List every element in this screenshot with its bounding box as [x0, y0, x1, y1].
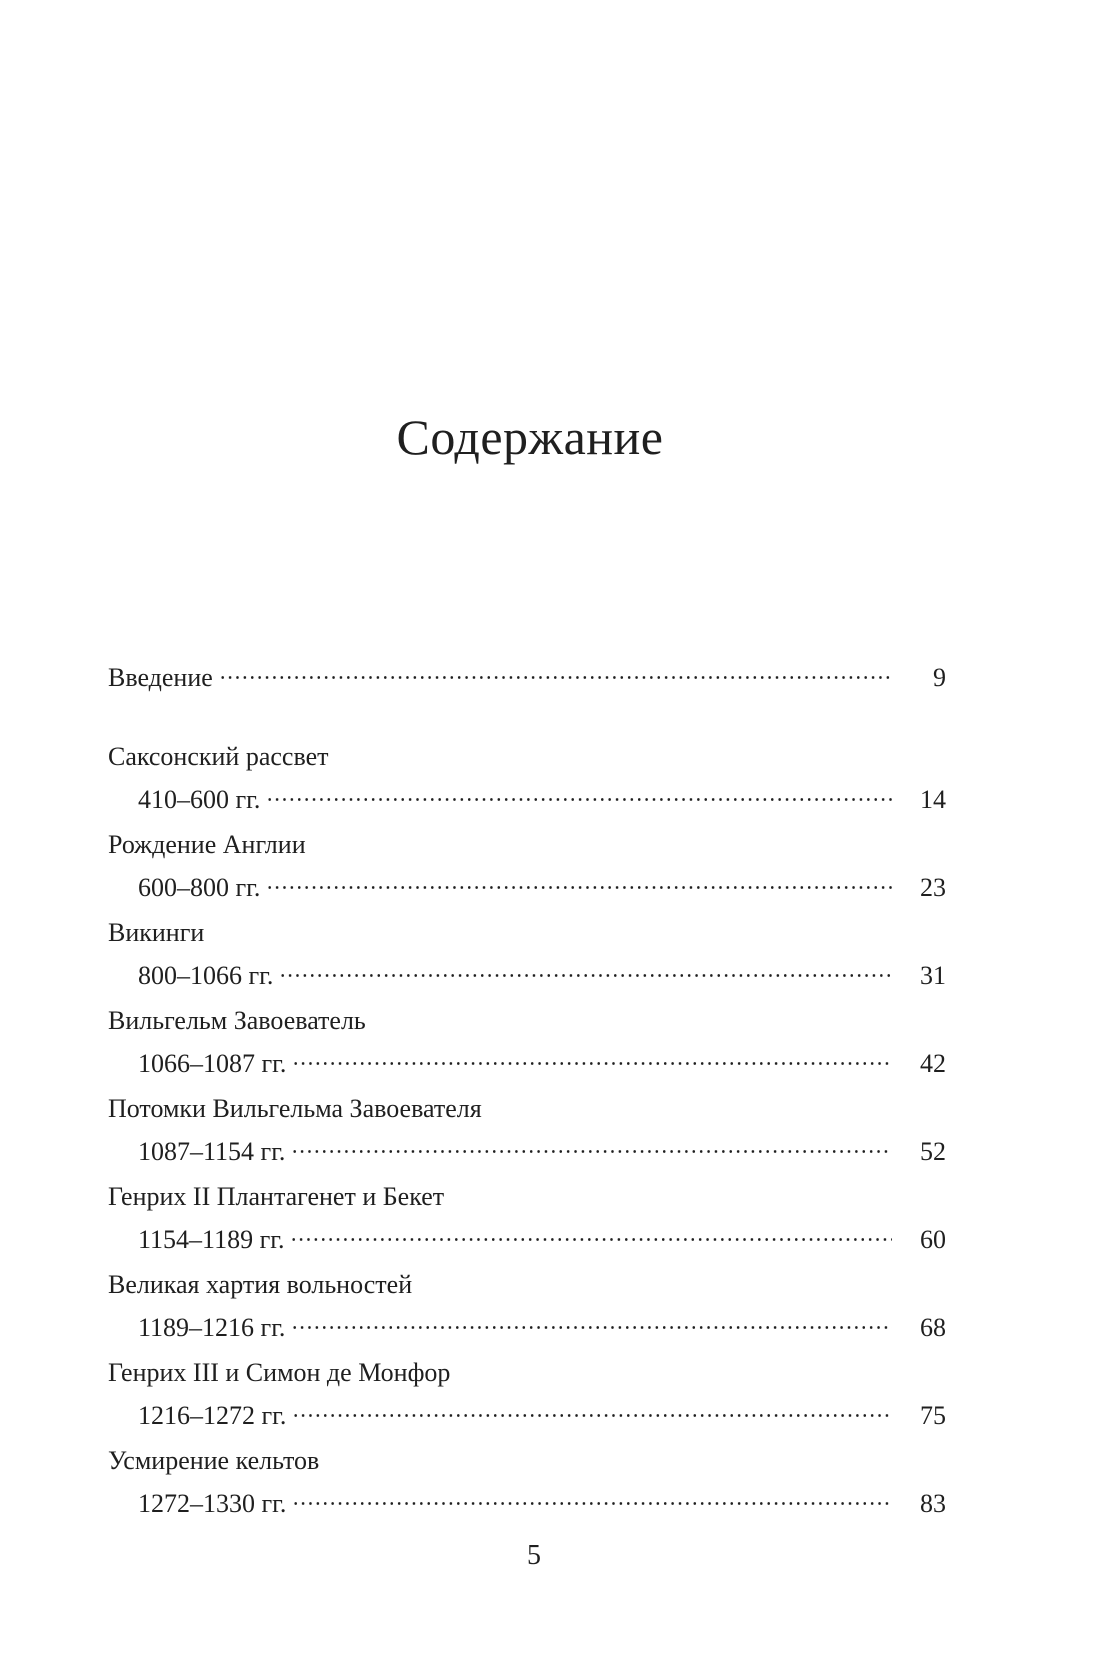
toc-entry-title: Великая хартия вольностей: [108, 1270, 413, 1299]
toc-entry[interactable]: [108, 916, 946, 1004]
toc-page-number: 60: [920, 1225, 946, 1254]
dot-leader: [266, 774, 892, 808]
toc-entry[interactable]: [108, 1444, 946, 1532]
toc-leader-line: [108, 774, 946, 814]
toc-entry[interactable]: [108, 740, 946, 828]
toc-entry[interactable]: [108, 1092, 946, 1180]
toc-leader-line: [108, 1478, 946, 1518]
dot-leader: [290, 1214, 892, 1248]
toc-entry-dates: 1154–1189 гг.: [138, 1225, 285, 1254]
toc-leader-line: [108, 950, 946, 990]
toc-page-number: 68: [920, 1313, 946, 1342]
toc-entry[interactable]: [108, 828, 946, 916]
toc-page-number: 23: [920, 873, 946, 902]
toc-entry[interactable]: [108, 1268, 946, 1356]
toc-entry-dates: 1189–1216 гг.: [138, 1313, 286, 1342]
toc-entry-title: Потомки Вильгельма Завоевателя: [108, 1094, 482, 1123]
toc-entry-dates: 1087–1154 гг.: [138, 1137, 286, 1166]
dot-leader: [292, 1390, 892, 1424]
toc-page-number: 9: [933, 663, 946, 692]
toc-entry-dates: 1066–1087 гг.: [138, 1049, 287, 1078]
toc-leader-line: [108, 1214, 946, 1254]
toc-entry-title: Усмирение кельтов: [108, 1446, 320, 1475]
toc-page-number: 42: [920, 1049, 946, 1078]
toc-entry-introduction[interactable]: [108, 652, 946, 740]
dot-leader: [266, 862, 892, 896]
toc-entry[interactable]: [108, 1180, 946, 1268]
toc-entry-title: Саксонский рассвет: [108, 742, 329, 771]
toc-leader-line: [108, 1038, 946, 1078]
toc-leader-line: [108, 1302, 946, 1342]
folio-page-number: 5: [527, 1540, 541, 1571]
dot-leader: [292, 1478, 892, 1512]
toc-page-number: 14: [920, 785, 946, 814]
dot-leader: [291, 1302, 892, 1336]
toc-page-number: 75: [920, 1401, 946, 1430]
toc-page-number: 31: [920, 961, 946, 990]
toc-entry-title: Вильгельм Завоеватель: [108, 1006, 366, 1035]
page-title: Содержание: [396, 409, 664, 465]
toc-entry-dates: 1216–1272 гг.: [138, 1401, 287, 1430]
toc-leader-line: [108, 1390, 946, 1430]
table-of-contents: [108, 652, 946, 1532]
dot-leader: [292, 1038, 892, 1072]
toc-entry-dates: 410–600 гг.: [138, 785, 261, 814]
dot-leader: [219, 652, 892, 686]
toc-entry[interactable]: [108, 1004, 946, 1092]
toc-leader-line: [108, 1126, 946, 1166]
toc-entry-title: Рождение Англии: [108, 830, 306, 859]
toc-entry-title: Викинги: [108, 918, 205, 947]
toc-leader-line: [108, 652, 946, 692]
toc-page-number: 83: [920, 1489, 946, 1518]
toc-entry-dates: 800–1066 гг.: [138, 961, 274, 990]
toc-entry-title: Введение: [108, 663, 213, 692]
dot-leader: [291, 1126, 892, 1160]
dot-leader: [279, 950, 892, 984]
toc-leader-line: [108, 862, 946, 902]
toc-entry[interactable]: [108, 1356, 946, 1444]
toc-entry-title: Генрих III и Симон де Монфор: [108, 1358, 451, 1387]
toc-page-number: 52: [920, 1137, 946, 1166]
toc-entry-dates: 600–800 гг.: [138, 873, 261, 902]
toc-entry-dates: 1272–1330 гг.: [138, 1489, 287, 1518]
toc-entry-title: Генрих II Плантагенет и Бекет: [108, 1182, 445, 1211]
